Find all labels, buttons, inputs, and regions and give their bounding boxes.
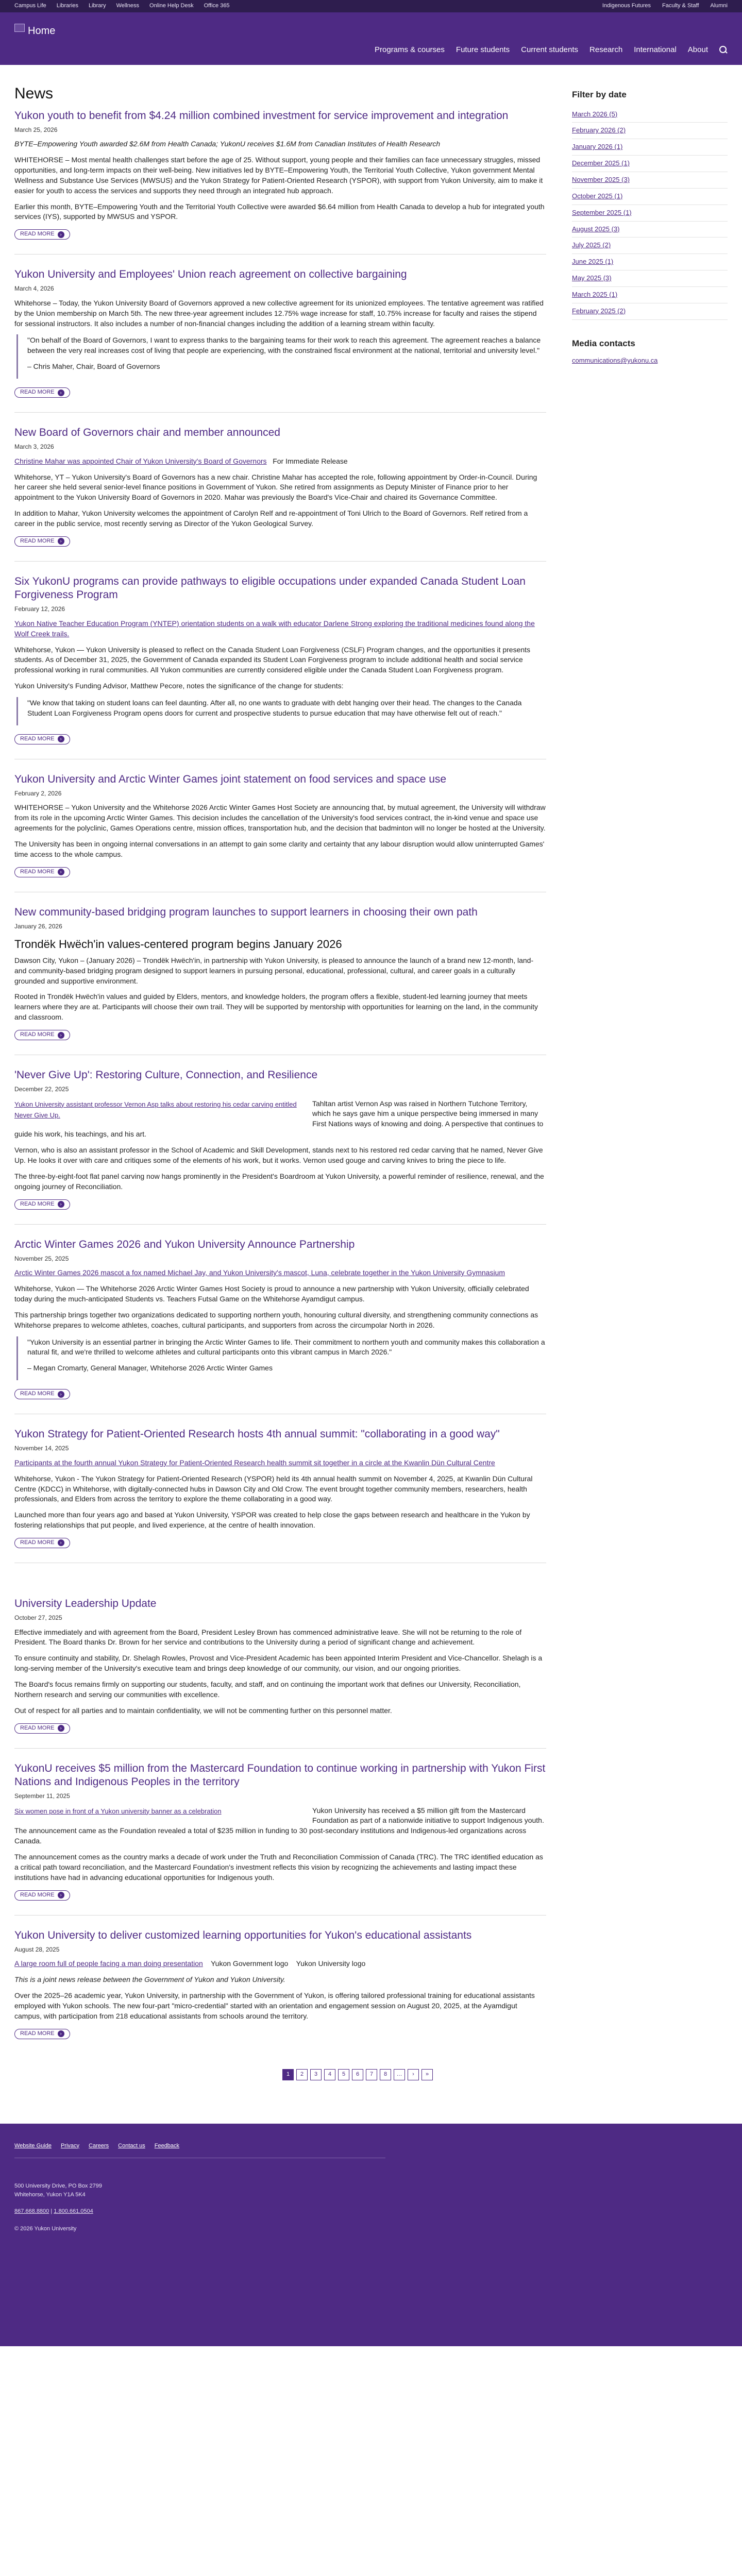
filter-title: Filter by date [572,90,627,99]
footer-phones: 867.668.8800 | 1.800.661.0504 [14,2208,93,2214]
article-title[interactable]: Yukon youth to benefit from $4.24 million combined investment for service improvement and integration [14,109,509,122]
date-filter-item [572,238,728,254]
date-filter-link[interactable]: July 2025 (2) [572,241,611,249]
divider [14,254,546,255]
news-article [14,575,546,752]
page-title: News [14,85,54,102]
article-paragraph: This partnership brings together two organizations dedicated to supporting northern youth, honouring cultural diversity, and strengthening community connections as Whitehorse prepares to welcome athletes, coaches, cultural participants, and supporters from across the circumpolar North in 2026. [14,1310,538,1329]
utility-links-right [602,2,728,10]
phone-link[interactable]: 1.800.661.0504 [54,2208,93,2214]
date-filter-link[interactable]: December 2025 (1) [572,159,630,167]
read-more-label: READ MORE [20,537,55,544]
page-button[interactable]: 5 [338,2069,349,2080]
footer-links [14,2142,728,2150]
article-paragraph: Whitehorse – Today, the Yukon University Board of Governors approved a new collective agreement for its unionized employees. The tentative agreement was ratified by the Union membership on March 5th. The new three-year agreement includes 12.75% wage increase for staff, 10.75% increase for faculty and raises the stipend for sessional instructors. It also includes a number of non-financial changes including the addition of a learning stream within faculty. [14,298,544,328]
article-image-link[interactable]: Arctic Winter Games 2026 mascot a fox named Michael Jay, and Yukon University's mascot, Luna, celebrate together in the Yukon University Gymnasium [14,1268,505,1277]
article-title[interactable]: Yukon University to deliver customized learning opportunities for Yukon's educational assistants [14,1929,472,1941]
spacer [14,1577,546,1597]
date-filter-link[interactable]: November 2025 (3) [572,176,630,184]
next-page-button[interactable]: › [408,2069,419,2080]
date-filter-link[interactable]: January 2026 (1) [572,143,623,151]
read-more-button[interactable] [14,1030,70,1040]
utility-link-help-desk[interactable]: Online Help Desk [149,3,194,9]
utility-link-faculty-staff[interactable]: Faculty & Staff [662,3,699,9]
date-filter-link[interactable]: March 2026 (5) [572,110,618,118]
arrow-right-icon: › [58,1725,64,1732]
date-filter-list [572,107,728,320]
article-title[interactable]: 'Never Give Up': Restoring Culture, Connection, and Resilience [14,1069,318,1081]
article-image-link[interactable]: Participants at the fourth annual Yukon Strategy for Patient-Oriented Research health summit sit together in a circle at the Kwanlin Dün Cultural Centre [14,1458,495,1467]
release-label: For Immediate Release [273,456,348,465]
search-icon[interactable] [719,46,728,54]
article-date: March 25, 2026 [14,126,58,133]
article-media-line [14,456,546,467]
nav-programs[interactable]: Programs & courses [375,45,445,54]
article-media-line [14,1458,546,1468]
article-image [14,1099,303,1122]
date-filter-item [572,254,728,270]
pagination [14,2046,546,2124]
date-filter-item [572,222,728,238]
read-more-button[interactable] [14,1389,70,1399]
footer-link-website-guide[interactable]: Website Guide [14,2142,52,2149]
article-paragraph: Effective immediately and with agreement from the Board, President Lesley Brown has commenced administrative leave. She will not be returning to the role of President. The Board thanks Dr. Brown for her service and contributions to the University during a period of significant change and achievement. [14,1628,522,1647]
article-title[interactable]: New community-based bridging program launches to support learners in choosing their own path [14,906,478,918]
page-button[interactable]: 3 [310,2069,322,2080]
utility-link-indigenous-futures[interactable]: Indigenous Futures [602,3,651,9]
arrow-right-icon: › [58,231,64,238]
article-date: November 25, 2025 [14,1255,69,1262]
divider [14,561,546,562]
date-filter-link[interactable]: May 2025 (3) [572,274,612,282]
news-article [14,1069,546,1217]
read-more-label: READ MORE [20,231,55,238]
quote-attribution: – Megan Cromarty, General Manager, Whitehorse 2026 Arctic Winter Games [27,1364,273,1372]
read-more-button[interactable] [14,867,70,877]
article-image-link[interactable]: Six women pose in front of a Yukon university banner as a celebration [14,1807,222,1815]
page-container [0,65,742,2124]
article-title[interactable]: New Board of Governors chair and member announced [14,427,280,439]
article-paragraph: The announcement comes as the country marks a decade of work under the Truth and Reconciliation Commission of Canada (TRC). The TRC identified education as a critical path toward reconciliation, and the Mastercard Foundation's investment reflects this vision by recognizing the achievements and lasting impact these institutions have had in advancing educational opportunities for Indigenous youth. [14,1853,543,1882]
blockquote [16,1336,546,1381]
news-article [14,1597,546,1741]
article-title[interactable]: YukonU receives $5 million from the Mastercard Foundation to continue working in partnership with Yukon First Nations and Indigenous Peoples in the territory [14,1762,546,1788]
article-paragraph: Out of respect for all parties and to maintain confidentiality, we will not be commenting further on this personnel matter. [14,1706,392,1715]
page-button[interactable]: 2 [296,2069,308,2080]
news-article [14,1929,546,2046]
utility-links-left [14,2,230,10]
article-image-link[interactable]: Christine Mahar was appointed Chair of Yukon University's Board of Governors [14,456,267,465]
media-contacts-title: Media contacts [572,338,635,348]
footer-address [14,2182,728,2200]
date-filter-link[interactable]: February 2025 (2) [572,307,626,315]
news-article [14,268,546,405]
news-article [14,1238,546,1407]
sidebar [562,65,728,2124]
footer-link-careers[interactable]: Careers [89,2142,109,2149]
date-filter-item [572,287,728,303]
news-article [14,773,546,885]
home-logo[interactable] [14,12,55,65]
article-title[interactable]: Yukon Strategy for Patient-Oriented Research hosts 4th annual summit: "collaborating in a good way" [14,1428,500,1440]
article-paragraph: Over the 2025–26 academic year, Yukon University, in partnership with the Government of Yukon, is offering tailored professional training for educational assistants employed with Yukon schools. The new four-part "micro-credential" started with an orientation and engagement session on August 20, 2025, at the Ayamdigut campus, with participation from 218 educational assistants from schools around the territory. [14,1991,535,2020]
divider [14,1748,546,1749]
date-filter-item [572,139,728,156]
page-button[interactable]: 1 [282,2069,294,2080]
article-paragraph: Vernon, who is also an assistant professor in the School of Academic and Skill Development, stands next to his restored red cedar carving that he named, Never Give Up. He looks it over with care and critiques some of the elements of his work, but it works. Vernon used gouge and carving knives to bring the piece to life. [14,1146,543,1164]
article-date: August 28, 2025 [14,1945,60,1953]
date-filter-item [572,189,728,205]
article-paragraph: Whitehorse, Yukon - The Yukon Strategy for Patient-Oriented Research (YSPOR) held its 4th annual health summit on November 4, 2025, at Kwanlin Dün Cultural Centre (KDCC) in Whitehorse, with digitally-connected hubs in Dawson City and Old Crow. The event brought together community members, researchers, health professionals, and Elders from across the territory to explore the theme collaborating in a good way. [14,1474,533,1503]
utility-link-libraries[interactable]: Libraries [56,3,78,9]
date-filter-item [572,205,728,222]
article-date: February 12, 2026 [14,605,65,613]
date-filter-item [572,156,728,172]
read-more-button[interactable] [14,229,70,240]
article-paragraph: Whitehorse, Yukon — Yukon University is pleased to reflect on the Canada Student Loan Forgiveness (CSLF) Program changes, and the opportunities it presents students. As of December 31, 2025, the Government of Canada expanded its Student Loan Forgiveness program to include additional health and social service professional working in rural communities. All Yukon communities are currently considered eligible under the Canada Student Loan Forgiveness program. [14,645,531,674]
page-button[interactable]: 8 [380,2069,391,2080]
date-filter-link[interactable]: September 2025 (1) [572,208,632,216]
article-date: March 4, 2026 [14,285,54,293]
read-more-button[interactable] [14,387,70,398]
quote-text: "Yukon University is an essential partner in bringing the Arctic Winter Games to life. Their commitment to northern youth and community makes this collaboration a natural fit, and we're thrilled to welcome athletes and cultural participants onto this vibrant campus in March 2026." [27,1337,545,1357]
footer-link-contact[interactable]: Contact us [118,2142,145,2149]
address-line: Whitehorse, Yukon Y1A 5K4 [14,2192,86,2198]
read-more-button[interactable] [14,1723,70,1734]
article-date: February 2, 2026 [14,789,62,797]
article-paragraph: Whitehorse, Yukon — The Whitehorse 2026 Arctic Winter Games Host Society is proud to announce a new partnership with Yukon University, officially celebrated today during the much-anticipated Students vs. Teachers Futsal Game on the Whitehorse Ayamdigut campus. [14,1284,529,1303]
news-article [14,906,546,1047]
media-contacts [572,337,728,366]
arrow-right-icon: › [58,1201,64,1208]
media-contacts-email[interactable]: communications@yukonu.ca [572,357,658,365]
article-paragraph: WHITEHORSE – Most mental health challenges start before the age of 25. Without support, young people and their families can face unnecessary struggles, missed opportunities, and long-term impacts on their well-being. New initiatives led by BYTE–Empowering Youth, the Territorial Youth Collective, Yukon government Mental Wellness and Substance Use Services (MWSUS) and the Yukon Strategy for Patient-Oriented Research (YSPOR), with support from Yukon University, aim to make it easier for youth to access the services and supports they need through an integrated hub approach. [14,156,543,195]
phone-link[interactable]: 867.668.8800 [14,2208,49,2214]
read-more-label: READ MORE [20,389,55,396]
read-more-label: READ MORE [20,1891,55,1898]
main-content [14,65,562,2124]
nav-about[interactable]: About [687,45,708,54]
date-filter-item [572,270,728,287]
arrow-right-icon: › [58,736,64,742]
read-more-label: READ MORE [20,1724,55,1731]
utility-link-campus-life[interactable]: Campus Life [14,3,46,9]
article-image [14,1806,303,1817]
utility-link-office365[interactable]: Office 365 [204,3,230,9]
date-filter-item [572,123,728,139]
read-more-label: READ MORE [20,1031,55,1038]
footer-link-feedback[interactable]: Feedback [154,2142,180,2149]
read-more-button[interactable] [14,1199,70,1210]
article-media-line [14,1268,546,1278]
site-footer [0,2124,742,2346]
article-media-line [14,1959,546,1969]
date-filter-link[interactable]: June 2025 (1) [572,258,614,266]
date-filter-item [572,303,728,320]
arrow-right-icon: › [58,1391,64,1398]
utility-link-alumni[interactable]: Alumni [710,3,728,9]
article-subtitle: Trondëk Hwëch'in values-centered program begins January 2026 [14,938,342,951]
date-filter-link[interactable]: August 2025 (3) [572,225,620,233]
divider [14,1224,546,1225]
address-line: 500 University Drive, PO Box 2799 [14,2182,102,2189]
article-date: December 22, 2025 [14,1086,69,1093]
article-paragraph: Rooted in Trondëk Hwëch'in values and guided by Elders, mentors, and knowledge holders, the program offers a flexible, student-led learning journey that meets learners where they are at. Participants will choose their own trail. They will be supported by mentorship with opportunities for learning on the land, in the community and classroom. [14,992,538,1022]
article-date: March 3, 2026 [14,443,54,451]
date-filter-link[interactable]: March 2025 (1) [572,290,618,298]
news-article [14,109,546,247]
article-paragraph: WHITEHORSE – Yukon University and the Whitehorse 2026 Arctic Winter Games Host Society are announcing that, by mutual agreement, the University will withdraw from its role in the upcoming Arctic Winter Games. This decision includes the cancellation of the University's food services contract, the in-kind venue and space use agreements for the polyclinic, Games Operations centre, mission offices, transportation hub, and the decision that badminton will no longer be hosted at the University. [14,803,546,833]
university-logo: Yukon University logo [296,1959,366,1968]
read-more-button[interactable] [14,2029,70,2039]
divider [14,412,546,413]
quote-text: "We know that taking on student loans can feel daunting. After all, no one wants to graduate with debt hanging over their head. The changes to the Canada Student Loan Forgiveness Program opens doors for current and prospective students to pursue education that may have otherwise felt out of reach." [27,699,522,717]
copyright: © 2026 Yukon University [14,2226,77,2232]
article-paragraph: Launched more than four years ago and based at Yukon University, YSPOR was created to help close the gaps between research and healthcare in the Yukon by fostering relationships that put people, and lived experience, at the centre of health innovation. [14,1511,530,1530]
read-more-button[interactable] [14,1538,70,1548]
article-paragraph: The Board's focus remains firmly on supporting our students, faculty, and staff, and on continuing the important work that defines our University, Reconciliation, Northern research and serving our communities with excellence. [14,1680,521,1699]
date-filter-item [572,172,728,189]
article-title[interactable]: Six YukonU programs can provide pathways to eligible occupations under expanded Canada Student Loan Forgiveness Program [14,575,526,601]
read-more-button[interactable] [14,734,70,744]
article-image-link[interactable]: A large room full of people facing a man doing presentation [14,1959,203,1968]
article-paragraph: Yukon University has received a $5 million gift from the Mastercard Foundation as part of a nationwide initiative to support Indigenous youth. The announcement came as the Foundation revealed a total of $235 million in funding to 30 post-secondary institutions and Indigenous-led organizations across Canada. [14,1806,544,1845]
article-title[interactable]: Arctic Winter Games 2026 and Yukon University Announce Partnership [14,1238,355,1250]
news-article [14,1428,546,1555]
read-more-label: READ MORE [20,1391,55,1397]
read-more-label: READ MORE [20,735,55,742]
article-date: November 14, 2025 [14,1445,69,1452]
date-filter-item [572,107,728,123]
article-paragraph: In addition to Mahar, Yukon University welcomes the appointment of Carolyn Relf and re-appointment of Toni Ulrich to the Board of Governors. Relf retired from a career in the public service, most recently serving as Director of the Yukon Geological Survey. [14,509,528,528]
article-title[interactable]: Yukon University and Employees' Union reach agreement on collective bargaining [14,268,407,281]
article-paragraph: To ensure continuity and stability, Dr. Shelagh Rowles, Provost and Vice-President Academic has been appointed Interim President and Vice-Chancellor. Shelagh is a long-serving member of the University's executive team and brings deep knowledge of our community, our vision, and our ongoing priorities. [14,1654,543,1673]
site-header [0,12,742,65]
article-media-line [14,619,546,639]
nav-international[interactable]: International [634,45,677,54]
read-more-button[interactable] [14,1890,70,1901]
quote-text: "On behalf of the Board of Governors, I want to express thanks to the bargaining teams for their work to reach this agreement. The agreement reaches a balance between the very real increases cost of living that people are experiencing, with the constrained fiscal environment at the national, territorial and university level." [27,336,541,355]
arrow-right-icon: › [58,538,64,545]
utility-link-wellness[interactable]: Wellness [116,3,140,9]
date-filter-link[interactable]: October 2025 (1) [572,192,623,200]
article-intro: BYTE–Empowering Youth awarded $2.6M from Health Canada; YukonU receives $1.6M from Canadian Institutes of Health Research [14,140,441,148]
page-ellipsis: … [394,2069,405,2080]
read-more-label: READ MORE [20,868,55,875]
read-more-label: READ MORE [20,1200,55,1207]
article-title[interactable]: University Leadership Update [14,1597,157,1609]
footer-link-privacy[interactable]: Privacy [60,2142,80,2149]
article-image-link[interactable]: Yukon University assistant professor Vernon Asp talks about restoring his cedar carving entitled Never Give Up. [14,1100,297,1120]
article-date: September 11, 2025 [14,1792,70,1800]
last-page-button[interactable]: » [421,2069,433,2080]
article-date: January 26, 2026 [14,922,62,930]
government-logo: Yukon Government logo [211,1959,289,1968]
article-paragraph: Tahltan artist Vernon Asp was raised in Northern Tutchone Territory, which he says gave him a unique perspective being immersed in many First Nations ways of knowing and doing. A perspective that continues to guide his work, his teachings, and his art. [14,1099,544,1139]
broken-image-icon [14,24,25,32]
blockquote [16,697,546,725]
page-button[interactable]: 7 [366,2069,377,2080]
read-more-button[interactable] [14,536,70,547]
article-paragraph: Yukon University's Funding Advisor, Matthew Pecore, notes the significance of the change for students: [14,682,344,690]
read-more-label: READ MORE [20,1539,55,1546]
arrow-right-icon: › [58,1539,64,1546]
home-logo-text: Home [28,25,56,37]
date-filter-link[interactable]: February 2026 (2) [572,126,626,134]
main-nav [375,35,728,56]
arrow-right-icon: › [58,1032,64,1039]
article-paragraph: Dawson City, Yukon – (January 2026) – Trondëk Hwëch'in, in partnership with Yukon University, is pleased to announce the launch of a brand new 12-month, land- and community-based bridging program designed to support learners in pursuing personal, educational, professional, cultural, and career goals in a culturally grounded and supportive environment. [14,956,534,985]
article-title[interactable]: Yukon University and Arctic Winter Games joint statement on food services and space use [14,773,447,785]
divider [14,1915,546,1916]
nav-future-students[interactable]: Future students [456,45,510,54]
article-paragraph: The three-by-eight-foot flat panel carving now hangs prominently in the President's Boardroom at Yukon University, a powerful reminder of resilience, renewal, and the ongoing journey of Reconciliation. [14,1172,544,1191]
page-button[interactable]: 6 [352,2069,363,2080]
article-paragraph: The University has been in ongoing internal conversations in an attempt to gain some clarity and certainty that any labour disruption would allow uninterrupted Games' time access to the whole campus. [14,839,545,858]
blockquote [16,334,546,379]
utility-link-library[interactable]: Library [88,3,106,9]
quote-attribution: – Chris Maher, Chair, Board of Governors [27,362,160,371]
nav-research[interactable]: Research [589,45,623,54]
arrow-right-icon: › [58,2030,64,2037]
news-article [14,426,546,554]
article-date: October 27, 2025 [14,1614,62,1622]
arrow-right-icon: › [58,869,64,875]
utility-bar [0,0,742,12]
article-paragraph: Whitehorse, YT – Yukon University's Board of Governors has a new chair. Christine Mahar has accepted the role, following appointment by Order-in-Council. During her career she held several senior-level finance positions in Government of Yukon. She retired from assignments as Deputy Minister of Finance prior to her appointment to the Yukon University Board of Governors in 2020. Mahar was previously the Board's Vice-Chair and chaired its Governance Committee. [14,472,537,502]
news-article [14,1762,546,1908]
arrow-right-icon: › [58,1892,64,1899]
nav-current-students[interactable]: Current students [521,45,579,54]
article-intro: This is a joint news release between the Government of Yukon and Yukon University. [14,1975,285,1984]
article-paragraph: Earlier this month, BYTE–Empowering Youth and the Territorial Youth Collective were awarded $6.64 million from Health Canada to develop a hub for integrated youth services (IYS), supported by MWSUS and YSPOR. [14,202,545,221]
article-image-link[interactable]: Yukon Native Teacher Education Program (YNTEP) orientation students on a walk with educator Darlene Strong exploring the traditional medicines found along the Wolf Creek trails. [14,619,535,638]
arrow-right-icon: › [58,389,64,396]
read-more-label: READ MORE [20,2030,55,2037]
page-button[interactable]: 4 [324,2069,335,2080]
